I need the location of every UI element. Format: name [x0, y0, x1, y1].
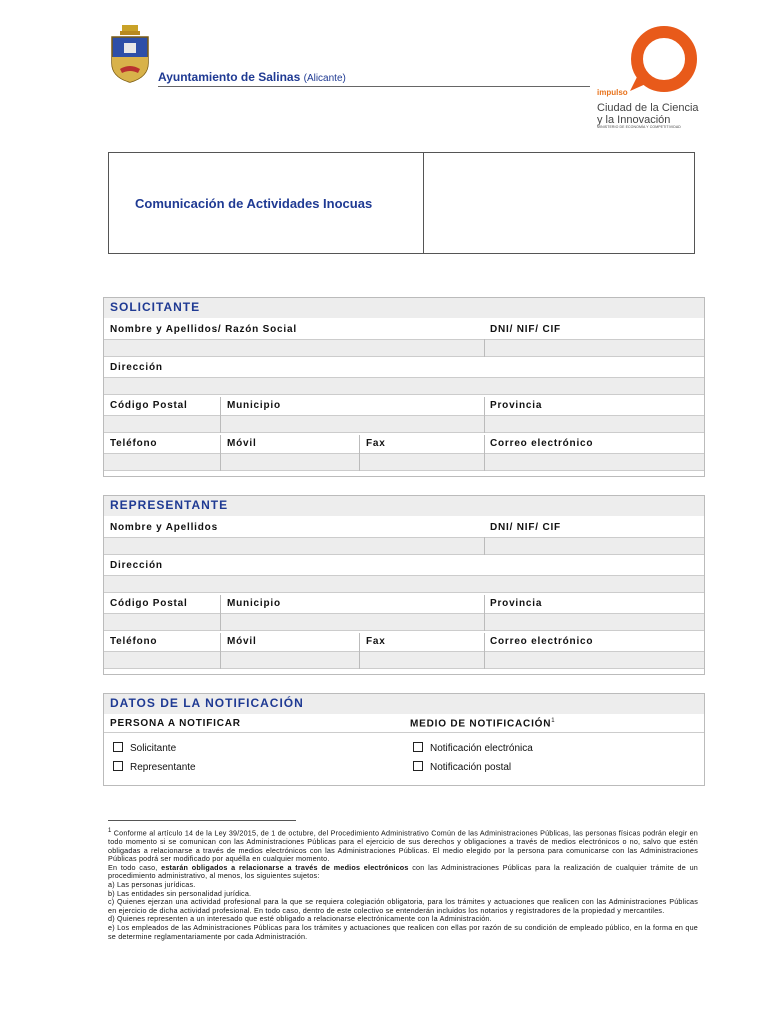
solicitante-option-label: Solicitante: [130, 743, 177, 754]
impulso-logo-icon: [628, 25, 698, 95]
phone-label: Teléfono: [110, 636, 158, 647]
address-label: Dirección: [110, 362, 163, 373]
representante-option-label: Representante: [130, 762, 196, 773]
contact-input-band[interactable]: [104, 453, 704, 471]
province-label: Provincia: [490, 400, 543, 411]
section-title: REPRESENTANTE: [110, 498, 229, 512]
address-label: Dirección: [110, 560, 163, 571]
footnote-rule: [108, 820, 296, 821]
name-label: Nombre y Apellidos/ Razón Social: [110, 324, 297, 335]
document-title: Comunicación de Actividades Inocuas: [135, 196, 373, 211]
cell-divider: [484, 435, 485, 471]
row-divider: [104, 732, 704, 733]
address-input-band[interactable]: [104, 575, 704, 593]
solicitante-section: [103, 297, 705, 477]
postal-notification-checkbox[interactable]: [413, 761, 423, 771]
cell-divider: [484, 339, 485, 357]
fax-label: Fax: [366, 636, 386, 647]
sponsor-name: Ciudad de la Ciencia y la Innovación: [597, 102, 699, 126]
sponsor-tag: impulso: [597, 88, 628, 97]
cell-divider: [359, 435, 360, 471]
address-input-band[interactable]: [104, 377, 704, 395]
mobile-label: Móvil: [227, 438, 257, 449]
cell-divider: [484, 633, 485, 669]
email-label: Correo electrónico: [490, 438, 594, 449]
electronic-notification-checkbox[interactable]: [413, 742, 423, 752]
location-input-band[interactable]: [104, 415, 704, 433]
organization-title: Ayuntamiento de Salinas (Alicante): [158, 70, 346, 84]
cell-divider: [220, 633, 221, 669]
medium-label: MEDIO DE NOTIFICACIÓN$^1$: [410, 718, 556, 730]
name-input-band[interactable]: [104, 339, 704, 357]
footnote: $^1$ Conforme al artículo 14 de la Ley 39/2015, de 1 de octubre, del Procedimiento Administrativo Común de las Administraciones Públicas, las personas físicas podrán elegir en todo momento si se comunican con las Administraciones Públicas para el ejercicio de sus derechos y obligaciones a través de medios electrónicos o no, salvo que estén obligadas a relacionarse a través de medios electrónicos con las Administraciones Públicas. El medio elegido por la persona para comunicarse con las Administraciones Públicas podrá ser modificado por aquélla en cualquier momento. En todo caso, estarán obligados a relacionarse a través de medios electrónicos con las Administraciones Públicas para la realización de cualquier trámite de un procedimiento administrativo, al menos, los siguientes sujetos: a) Las personas jurídicas. b) Las entidades sin personalidad jurídica. c) Quienes ejerzan una actividad profesional para la que se requiera colegiación obligatoria, para los trámites y actuaciones que realicen con las Administraciones Públicas en ejercicio de dicha actividad profesional. En todo caso, dentro de este colectivo se entenderán incluidos los notarios y registradores de la propiedad y mercantiles. d) Quienes representen a un interesado que esté obligado a relacionarse electrónicamente con la Administración. e) Los empleados de las Administraciones Públicas para los trámites y actuaciones que realicen con ellas por razón de su condición de empleado público, en la forma en que se determine reglamentariamente por cada Administración.: [108, 828, 699, 941]
notification-section: [103, 693, 705, 786]
contact-input-band[interactable]: [104, 651, 704, 669]
representante-checkbox[interactable]: [113, 761, 123, 771]
representante-section: [103, 495, 705, 675]
cell-divider: [359, 633, 360, 669]
title-box-divider: [423, 152, 424, 254]
coat-of-arms-icon: [108, 25, 152, 83]
email-label: Correo electrónico: [490, 636, 594, 647]
cell-divider: [484, 397, 485, 433]
cell-divider: [220, 435, 221, 471]
person-label: PERSONA A NOTIFICAR: [110, 718, 241, 729]
id-label: DNI/ NIF/ CIF: [490, 324, 561, 335]
sponsor-small-text: MINISTERIO DE ECONOMÍA Y COMPETITIVIDAD: [597, 125, 681, 129]
cell-divider: [484, 595, 485, 631]
mobile-label: Móvil: [227, 636, 257, 647]
cell-divider: [484, 537, 485, 555]
electronic-option-label: Notificación electrónica: [430, 743, 533, 754]
postal-label: Código Postal: [110, 400, 188, 411]
phone-label: Teléfono: [110, 438, 158, 449]
province-label: Provincia: [490, 598, 543, 609]
solicitante-checkbox[interactable]: [113, 742, 123, 752]
cell-divider: [220, 595, 221, 631]
municipality-label: Municipio: [227, 598, 281, 609]
cell-divider: [220, 397, 221, 433]
postal-label: Código Postal: [110, 598, 188, 609]
fax-label: Fax: [366, 438, 386, 449]
location-input-band[interactable]: [104, 613, 704, 631]
postal-option-label: Notificación postal: [430, 762, 512, 773]
section-title: DATOS DE LA NOTIFICACIÓN: [110, 696, 304, 710]
name-input-band[interactable]: [104, 537, 704, 555]
municipality-label: Municipio: [227, 400, 281, 411]
id-label: DNI/ NIF/ CIF: [490, 522, 561, 533]
section-title: SOLICITANTE: [110, 300, 201, 314]
header-rule: [158, 86, 590, 87]
name-label: Nombre y Apellidos: [110, 522, 218, 533]
